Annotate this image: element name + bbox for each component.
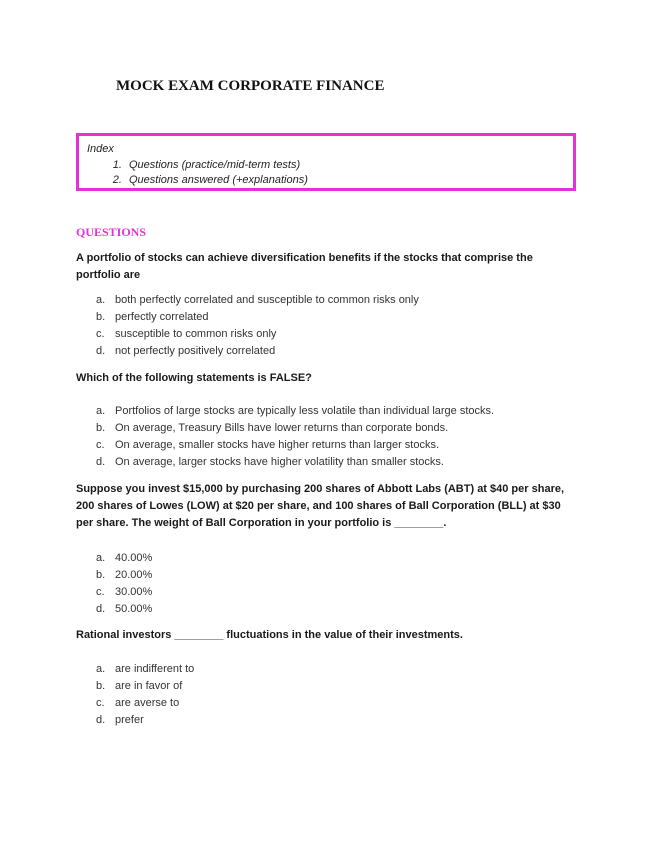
option-item xyxy=(96,712,194,729)
question-2-options xyxy=(96,403,494,471)
option-item xyxy=(96,309,419,326)
option-item xyxy=(96,437,494,454)
option-marker: c. xyxy=(96,328,105,340)
option-text: Portfolios of large stocks are typically less volatile than individual large stocks. xyxy=(115,405,495,417)
option-marker: a. xyxy=(96,405,106,417)
option-item xyxy=(96,584,152,601)
question-3-text: Suppose you invest $15,000 by purchasing 200 shares of Abbott Labs (ABT) at $40 per share, 200 shares of Lowes (LOW) at $20 per share, and 100 shares of Ball Corporation (BLL) at $30 per share. The weight of Ball Corporation in your portfolio is ________. xyxy=(76,483,565,529)
option-text: perfectly correlated xyxy=(115,311,209,323)
option-item xyxy=(96,292,419,309)
section-heading-questions: QUESTIONS xyxy=(76,225,147,239)
option-text: are averse to xyxy=(115,697,180,709)
option-text: both perfectly correlated and susceptible to common risks only xyxy=(115,294,419,306)
option-marker: c. xyxy=(96,586,105,598)
option-item xyxy=(96,326,419,343)
option-text: not perfectly positively correlated xyxy=(115,345,276,357)
option-item xyxy=(96,567,152,584)
index-item: 1. Questions (practice/mid-term tests) xyxy=(125,158,565,173)
option-marker: b. xyxy=(96,569,106,581)
option-text: prefer xyxy=(115,714,144,726)
option-text: are in favor of xyxy=(115,680,183,692)
option-text: 20.00% xyxy=(115,569,153,581)
question-1-text: A portfolio of stocks can achieve diversification benefits if the stocks that comprise the portfolio are xyxy=(76,252,533,281)
question-3-options xyxy=(96,550,152,618)
index-label: Index xyxy=(87,143,114,155)
index-item: 2. Questions answered (+explanations) xyxy=(125,173,565,188)
option-marker: a. xyxy=(96,552,106,564)
option-text: are indifferent to xyxy=(115,663,195,675)
option-item xyxy=(96,678,194,695)
option-marker: d. xyxy=(96,603,106,615)
option-marker: b. xyxy=(96,422,106,434)
question-2-text: Which of the following statements is FALSE? xyxy=(76,372,312,384)
index-list xyxy=(87,158,565,188)
option-item xyxy=(96,420,494,437)
option-item xyxy=(96,695,194,712)
index-box xyxy=(76,133,576,191)
option-marker: d. xyxy=(96,345,106,357)
option-item xyxy=(96,454,494,471)
option-marker: b. xyxy=(96,680,106,692)
option-marker: d. xyxy=(96,714,106,726)
question-1-options xyxy=(96,292,419,360)
option-item xyxy=(96,343,419,360)
option-item xyxy=(96,403,494,420)
option-text: On average, larger stocks have higher volatility than smaller stocks. xyxy=(115,456,444,468)
option-marker: d. xyxy=(96,456,106,468)
option-marker: a. xyxy=(96,663,106,675)
option-marker: b. xyxy=(96,311,106,323)
option-item xyxy=(96,550,152,567)
option-marker: a. xyxy=(96,294,106,306)
option-text: 50.00% xyxy=(115,603,153,615)
option-marker: c. xyxy=(96,439,105,451)
option-text: susceptible to common risks only xyxy=(115,328,277,340)
option-item xyxy=(96,661,194,678)
option-item xyxy=(96,601,152,618)
document-title: MOCK EXAM CORPORATE FINANCE xyxy=(116,78,385,94)
option-text: On average, smaller stocks have higher returns than larger stocks. xyxy=(115,439,440,451)
option-marker: c. xyxy=(96,697,105,709)
option-text: 30.00% xyxy=(115,586,153,598)
option-text: On average, Treasury Bills have lower returns than corporate bonds. xyxy=(115,422,449,434)
question-4-options xyxy=(96,661,194,729)
question-4-text: Rational investors ________ fluctuations in the value of their investments. xyxy=(76,629,463,641)
option-text: 40.00% xyxy=(115,552,153,564)
